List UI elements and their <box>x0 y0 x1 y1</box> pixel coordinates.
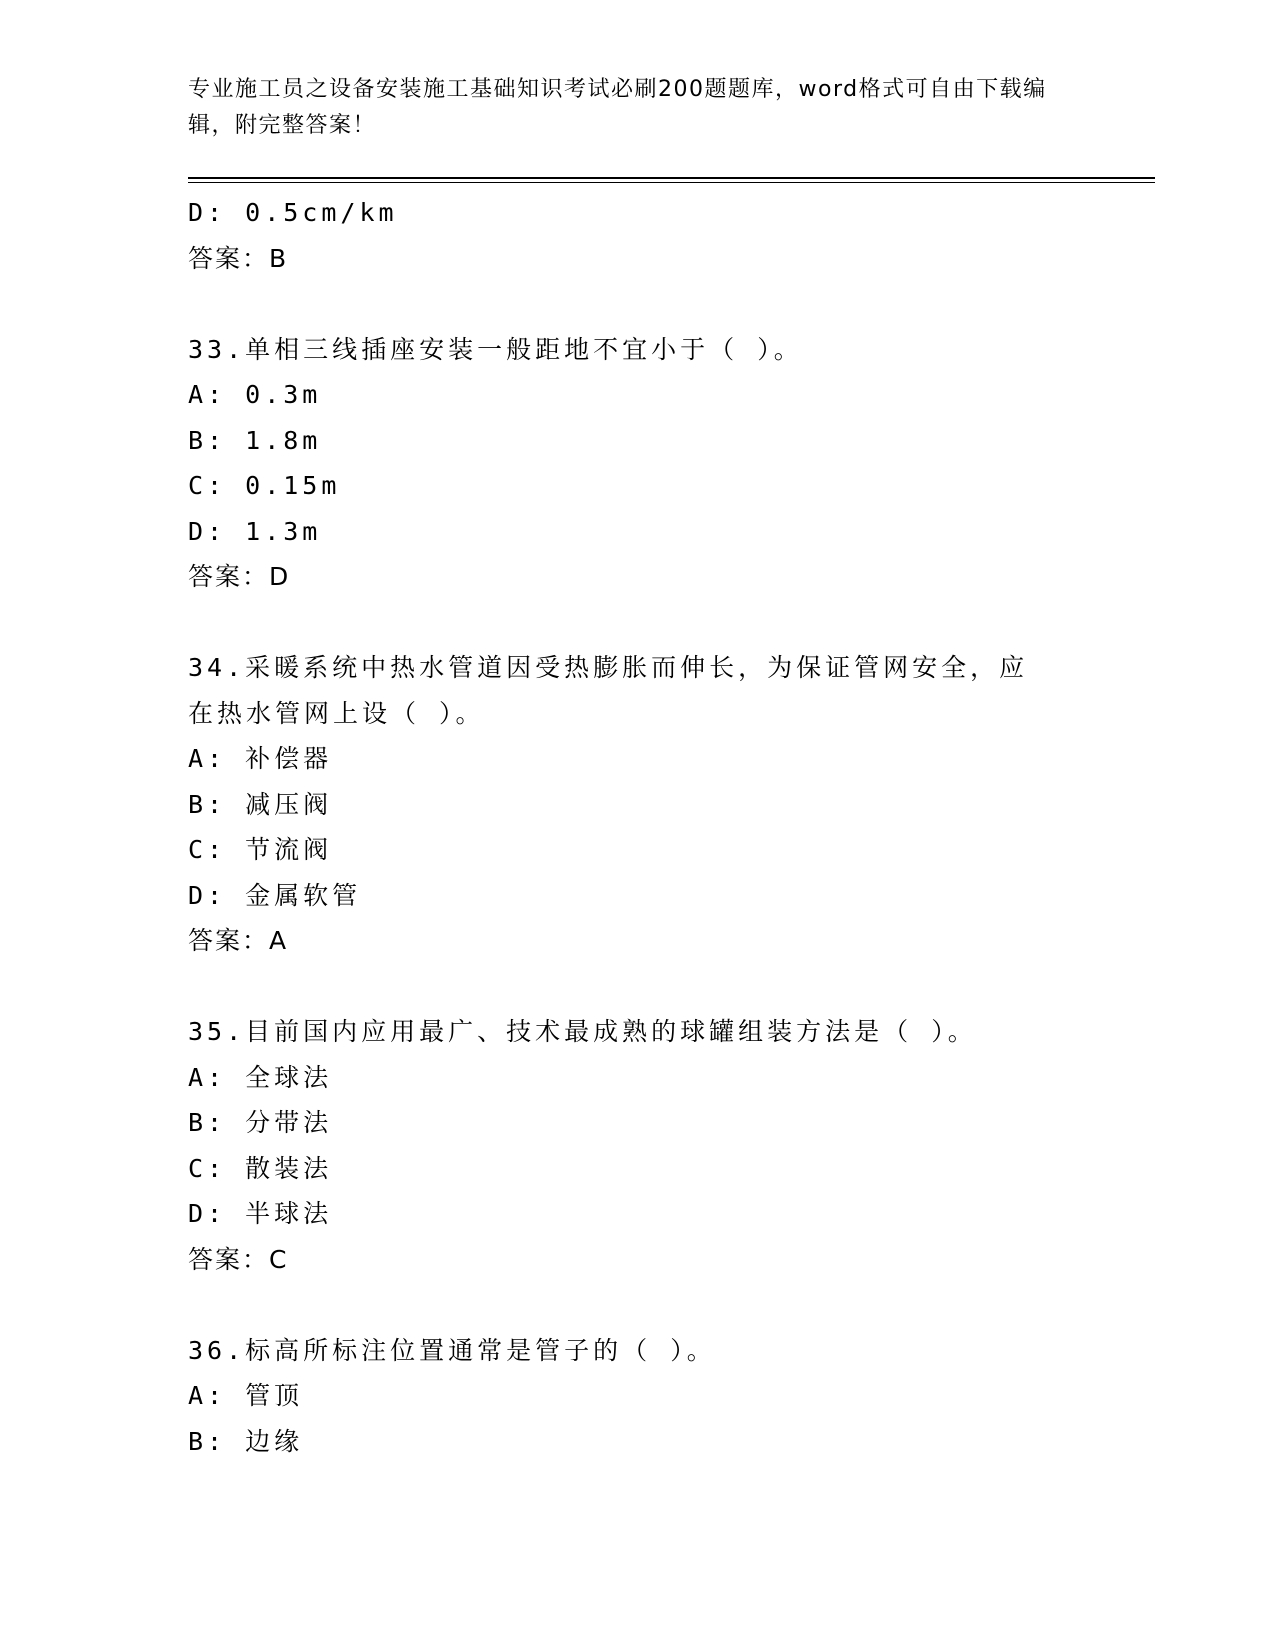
question-34-stem: 34.采暖系统中热水管道因受热膨胀而伸长，为保证管网安全，应在热水管网上设（ ）。 <box>188 653 1029 728</box>
header-divider-thin <box>188 182 1155 183</box>
question-35-option-b: B: 分带法 <box>188 1108 333 1137</box>
question-content <box>188 190 1088 1464</box>
question-34-answer: 答案：A <box>188 926 289 955</box>
question-34-option-a: A: 补偿器 <box>188 744 333 773</box>
question-33-answer: 答案：D <box>188 562 291 591</box>
spacer <box>188 964 1088 1010</box>
question-33-stem: 33.单相三线插座安装一般距地不宜小于（ ）。 <box>188 334 803 364</box>
question-33-option-c: C: 0.15m <box>188 471 341 500</box>
question-36-option-b: B: 边缘 <box>188 1426 304 1456</box>
prev-question-answer: 答案：B <box>188 243 289 273</box>
question-33-option-d: D: 1.3m <box>188 516 322 546</box>
question-34-option-b: B: 减压阀 <box>188 789 333 819</box>
question-35-option-c: C: 散装法 <box>188 1153 333 1183</box>
document-header-title: 专业施工员之设备安装施工基础知识考试必刷200题题库，word格式可自由下载编辑，附完整答案！ <box>188 77 1047 138</box>
question-33-option-b: B: 1.8m <box>188 425 322 455</box>
question-35-option-a: A: 全球法 <box>188 1062 333 1092</box>
question-35-stem: 35.目前国内应用最广、技术最成熟的球罐组装方法是（ ）。 <box>188 1017 977 1046</box>
question-33-option-a: A: 0.3m <box>188 380 322 409</box>
prev-question-option-d: D: 0.5cm/km <box>188 198 398 227</box>
question-35-answer: 答案：C <box>188 1244 289 1274</box>
question-36-stem: 36.标高所标注位置通常是管子的（ ）。 <box>188 1335 716 1365</box>
spacer <box>188 1282 1088 1328</box>
spacer <box>188 600 1088 646</box>
question-34-option-d: D: 金属软管 <box>188 880 362 910</box>
header-divider-thick <box>188 177 1155 179</box>
spacer <box>188 281 1088 327</box>
question-34-option-c: C: 节流阀 <box>188 835 333 864</box>
question-36-option-a: A: 管顶 <box>188 1381 304 1410</box>
question-35-option-d: D: 半球法 <box>188 1199 333 1228</box>
